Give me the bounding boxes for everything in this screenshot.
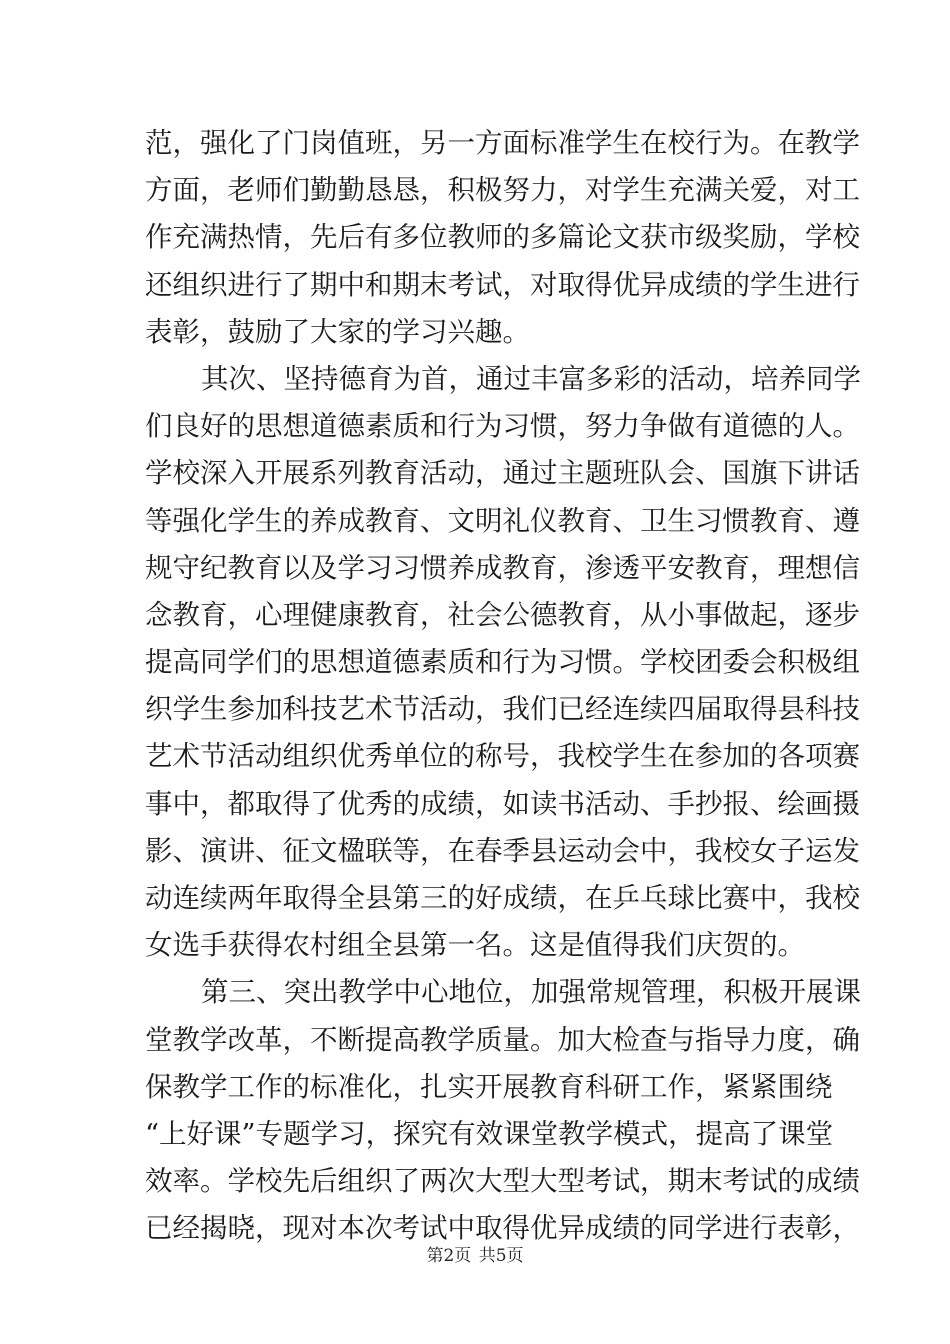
paragraph-3-line: “上好课”专题学习，探究有效课堂教学模式，提高了课堂 bbox=[145, 1117, 834, 1150]
paragraph-1-line: 还组织进行了期中和期末考试，对取得优异成绩的学生进行 bbox=[145, 268, 860, 301]
paragraph-2-line: 规守纪教育以及学习习惯养成教育，渗透平安教育，理想信 bbox=[145, 551, 860, 584]
paragraph-2-line: 事中，都取得了优秀的成绩，如读书活动、手抄报、绘画摄 bbox=[145, 787, 860, 820]
paragraph-2-line: 影、演讲、征文楹联等，在春季县运动会中，我校女子运发 bbox=[145, 834, 860, 867]
paragraph-2-line: 织学生参加科技艺术节活动，我们已经连续四届取得县科技 bbox=[145, 693, 860, 726]
paragraph-2-line: 其次、坚持德育为首，通过丰富多彩的活动，培养同学 bbox=[201, 362, 861, 395]
paragraph-1-line: 表彰，鼓励了大家的学习兴趣。 bbox=[145, 315, 530, 348]
paragraph-3-line: 保教学工作的标准化，扎实开展教育科研工作，紧紧围绕 bbox=[145, 1070, 833, 1103]
paragraph-3-line: 堂教学改革，不断提高教学质量。加大检查与指导力度，确 bbox=[145, 1023, 860, 1056]
page-footer: 第2页 共5页 bbox=[426, 1246, 524, 1266]
document-body bbox=[145, 120, 861, 1253]
paragraph-3-line: 已经揭晓，现对本次考试中取得优异成绩的同学进行表彰， bbox=[145, 1212, 860, 1245]
paragraph-1-line: 范，强化了门岗值班，另一方面标准学生在校行为。在教学 bbox=[145, 127, 860, 159]
paragraph-2-line: 念教育，心理健康教育，社会公德教育，从小事做起，逐步 bbox=[145, 598, 860, 631]
paragraph-1-line: 方面，老师们勤勤恳恳，积极努力，对学生充满关爱，对工 bbox=[145, 174, 860, 207]
paragraph-2-line: 女选手获得农村组全县第一名。这是值得我们庆贺的。 bbox=[145, 929, 805, 962]
paragraph-2-line: 动连续两年取得全县第三的好成绩，在乒乓球比赛中，我校 bbox=[145, 882, 860, 914]
paragraph-2-line: 学校深入开展系列教育活动，通过主题班队会、国旗下讲话 bbox=[145, 457, 860, 490]
paragraph-2-line: 提高同学们的思想道德素质和行为习惯。学校团委会积极组 bbox=[145, 646, 860, 679]
paragraph-2-line: 们良好的思想道德素质和行为习惯，努力争做有道德的人。 bbox=[145, 410, 860, 443]
paragraph-2-line: 等强化学生的养成教育、文明礼仪教育、卫生习惯教育、遵 bbox=[145, 504, 860, 537]
paragraph-1-line: 作充满热情，先后有多位教师的多篇论文获市级奖励，学校 bbox=[145, 221, 860, 254]
paragraph-2-line: 艺术节活动组织优秀单位的称号，我校学生在参加的各项赛 bbox=[145, 740, 860, 773]
paragraph-3-line: 第三、突出教学中心地位，加强常规管理，积极开展课 bbox=[201, 976, 861, 1009]
paragraph-3-line: 效率。学校先后组织了两次大型大型考试，期末考试的成绩 bbox=[145, 1165, 860, 1198]
